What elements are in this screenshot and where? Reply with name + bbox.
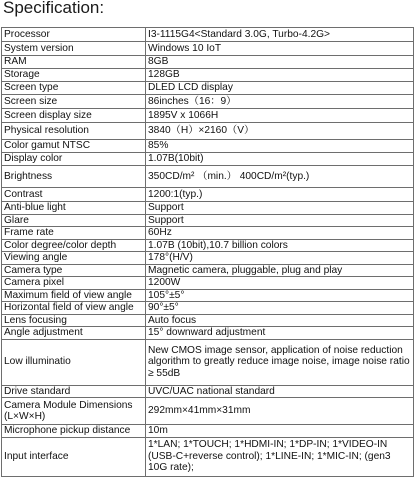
table-row xyxy=(2,166,414,188)
row-value: 1200:1(typ.) xyxy=(146,188,414,202)
table-row xyxy=(2,398,414,425)
row-value: 1895V x 1066H xyxy=(146,109,414,123)
table-row xyxy=(2,42,414,56)
table-row xyxy=(2,289,414,302)
row-label: Viewing angle xyxy=(2,252,146,265)
table-row xyxy=(2,28,414,42)
row-value: 3840（H）×2160（V） xyxy=(146,123,414,140)
table-row xyxy=(2,227,414,240)
table-row xyxy=(2,425,414,438)
row-label: Frame rate xyxy=(2,227,146,240)
row-value: Auto focus xyxy=(146,314,414,327)
row-label: Lens focusing xyxy=(2,314,146,327)
row-label: Maximum field of view angle xyxy=(2,289,146,302)
row-value: 90°±5° xyxy=(146,302,414,315)
table-row xyxy=(2,327,414,340)
table-row xyxy=(2,140,414,153)
row-value: 10m xyxy=(146,425,414,438)
row-value: UVC/UAC national standard xyxy=(146,385,414,398)
table-row xyxy=(2,95,414,109)
row-label: Screen type xyxy=(2,82,146,95)
row-label: Drive standard xyxy=(2,385,146,398)
row-label: Storage xyxy=(2,69,146,82)
table-row xyxy=(2,188,414,202)
page-title: Specification: xyxy=(3,0,105,17)
row-label: Microphone pickup distance xyxy=(2,425,146,438)
row-label: Camera pixel xyxy=(2,277,146,290)
row-label: Processor xyxy=(2,28,146,42)
table-row xyxy=(2,82,414,95)
row-value: 350CD/m² （min.） 400CD/m²(typ.) xyxy=(146,166,414,188)
table-row xyxy=(2,56,414,69)
row-value: 15° downward adjustment xyxy=(146,327,414,340)
row-value: 86inches（16：9） xyxy=(146,95,414,109)
row-value: DLED LCD display xyxy=(146,82,414,95)
row-value: 1*LAN; 1*TOUCH; 1*HDMI-IN; 1*DP-IN; 1*VIDEO-IN (USB-C+reverse control); 1*LINE-IN; 1*MIC-IN; (gen3 10G rate); xyxy=(146,437,414,476)
row-value: 1200W xyxy=(146,277,414,290)
row-label: Screen size xyxy=(2,95,146,109)
row-label: Low illuminatio xyxy=(2,339,146,385)
row-label: System version xyxy=(2,42,146,56)
row-label: Horizontal field of view angle xyxy=(2,302,146,315)
row-label: Glare xyxy=(2,214,146,227)
row-label: Camera type xyxy=(2,264,146,277)
row-label: Physical resolution xyxy=(2,123,146,140)
row-value: 1.07B(10bit) xyxy=(146,153,414,166)
row-label: Input interface xyxy=(2,437,146,476)
row-value: Windows 10 IoT xyxy=(146,42,414,56)
table-row xyxy=(2,437,414,476)
row-label: Color gamut NTSC xyxy=(2,140,146,153)
row-value: 8GB xyxy=(146,56,414,69)
table-row xyxy=(2,123,414,140)
row-label: Color degree/color depth xyxy=(2,239,146,252)
row-value: 178°(H/V) xyxy=(146,252,414,265)
row-value: Support xyxy=(146,214,414,227)
table-row xyxy=(2,339,414,385)
row-label: Display color xyxy=(2,153,146,166)
table-row xyxy=(2,277,414,290)
row-label: Anti-blue light xyxy=(2,202,146,215)
row-value: 292mm×41mm×31mm xyxy=(146,398,414,425)
row-value: 60Hz xyxy=(146,227,414,240)
row-value: New CMOS image sensor, application of noise reduction algorithm to greatly reduce image noise, image noise ratio ≥ 55dB xyxy=(146,339,414,385)
table-row xyxy=(2,239,414,252)
row-label: Camera Module Dimensions (L×W×H) xyxy=(2,398,146,425)
table-row xyxy=(2,385,414,398)
table-row xyxy=(2,109,414,123)
row-value: 128GB xyxy=(146,69,414,82)
table-row xyxy=(2,153,414,166)
row-label: Contrast xyxy=(2,188,146,202)
table-row xyxy=(2,202,414,215)
row-label: Brightness xyxy=(2,166,146,188)
row-value: 1.07B (10bit),10.7 billion colors xyxy=(146,239,414,252)
row-label: RAM xyxy=(2,56,146,69)
row-label: Screen display size xyxy=(2,109,146,123)
table-row xyxy=(2,214,414,227)
row-value: Support xyxy=(146,202,414,215)
table-row xyxy=(2,314,414,327)
spec-table xyxy=(1,27,414,477)
row-value: 105°±5° xyxy=(146,289,414,302)
row-value: I3-1115G4<Standard 3.0G, Turbo-4.2G> xyxy=(146,28,414,42)
table-row xyxy=(2,302,414,315)
row-label: Angle adjustment xyxy=(2,327,146,340)
table-row xyxy=(2,252,414,265)
table-row xyxy=(2,264,414,277)
table-row xyxy=(2,69,414,82)
row-value: Magnetic camera, pluggable, plug and play xyxy=(146,264,414,277)
row-value: 85% xyxy=(146,140,414,153)
